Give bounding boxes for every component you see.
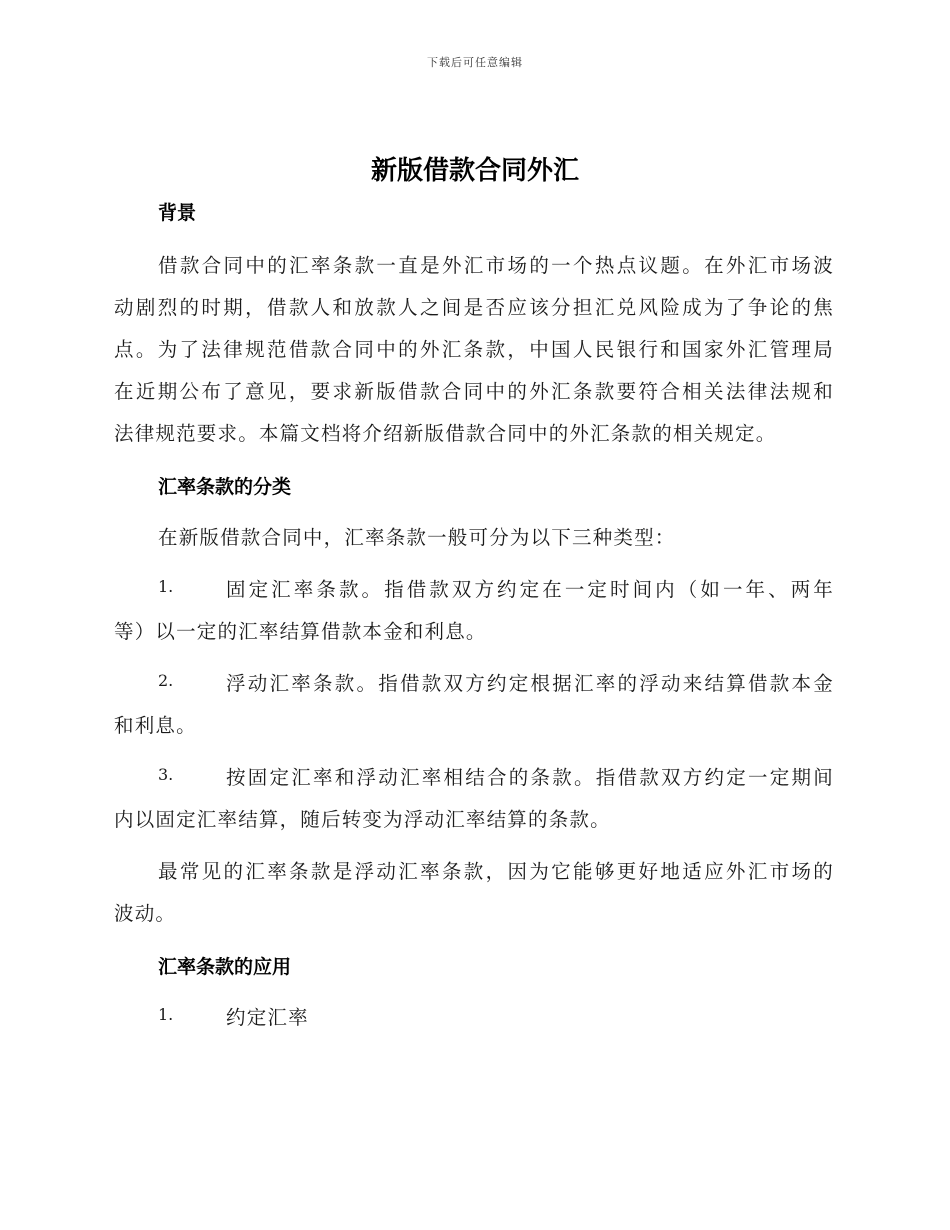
list-item-continuation: 内以固定汇率结算，随后转变为浮动汇率结算的条款。 xyxy=(114,808,611,831)
paragraph-line: 最常见的汇率条款是浮动汇率条款，因为它能够更好地适应外汇市场的 xyxy=(158,860,834,883)
section-heading-classification: 汇率条款的分类 xyxy=(158,476,292,498)
section-heading-application: 汇率条款的应用 xyxy=(158,956,292,978)
paragraph-line: 在近期公布了意见，要求新版借款合同中的外汇条款要符合相关法律法规和 xyxy=(114,380,834,403)
list-item-number: 3. xyxy=(158,765,174,784)
paragraph-line: 借款合同中的汇率条款一直是外汇市场的一个热点议题。在外汇市场波 xyxy=(158,254,834,277)
list-item-number: 1. xyxy=(158,577,174,596)
page-header-note: 下载后可任意编辑 xyxy=(427,56,523,69)
list-item-number: 2. xyxy=(158,671,174,690)
section-heading-background: 背景 xyxy=(158,202,197,224)
list-item-continuation: 等）以一定的汇率结算借款本金和利息。 xyxy=(114,620,487,643)
list-item-text: 浮动汇率条款。指借款双方约定根据汇率的浮动来结算借款本金 xyxy=(226,672,834,695)
paragraph-line: 在新版借款合同中，汇率条款一般可分为以下三种类型： xyxy=(158,526,676,549)
list-item-text: 固定汇率条款。指借款双方约定在一定时间内（如一年、两年 xyxy=(226,578,834,601)
paragraph-line: 点。为了法律规范借款合同中的外汇条款，中国人民银行和国家外汇管理局 xyxy=(114,338,834,361)
paragraph-line: 法律规范要求。本篇文档将介绍新版借款合同中的外汇条款的相关规定。 xyxy=(114,422,777,445)
document-title: 新版借款合同外汇 xyxy=(370,156,579,186)
list-item-number: 1. xyxy=(158,1005,174,1024)
list-item-text: 约定汇率 xyxy=(226,1006,309,1029)
paragraph-line: 动剧烈的时期，借款人和放款人之间是否应该分担汇兑风险成为了争论的焦 xyxy=(114,296,834,319)
list-item-continuation: 和利息。 xyxy=(114,714,197,737)
paragraph-line: 波动。 xyxy=(114,902,177,925)
list-item-text: 按固定汇率和浮动汇率相结合的条款。指借款双方约定一定期间 xyxy=(226,766,834,789)
